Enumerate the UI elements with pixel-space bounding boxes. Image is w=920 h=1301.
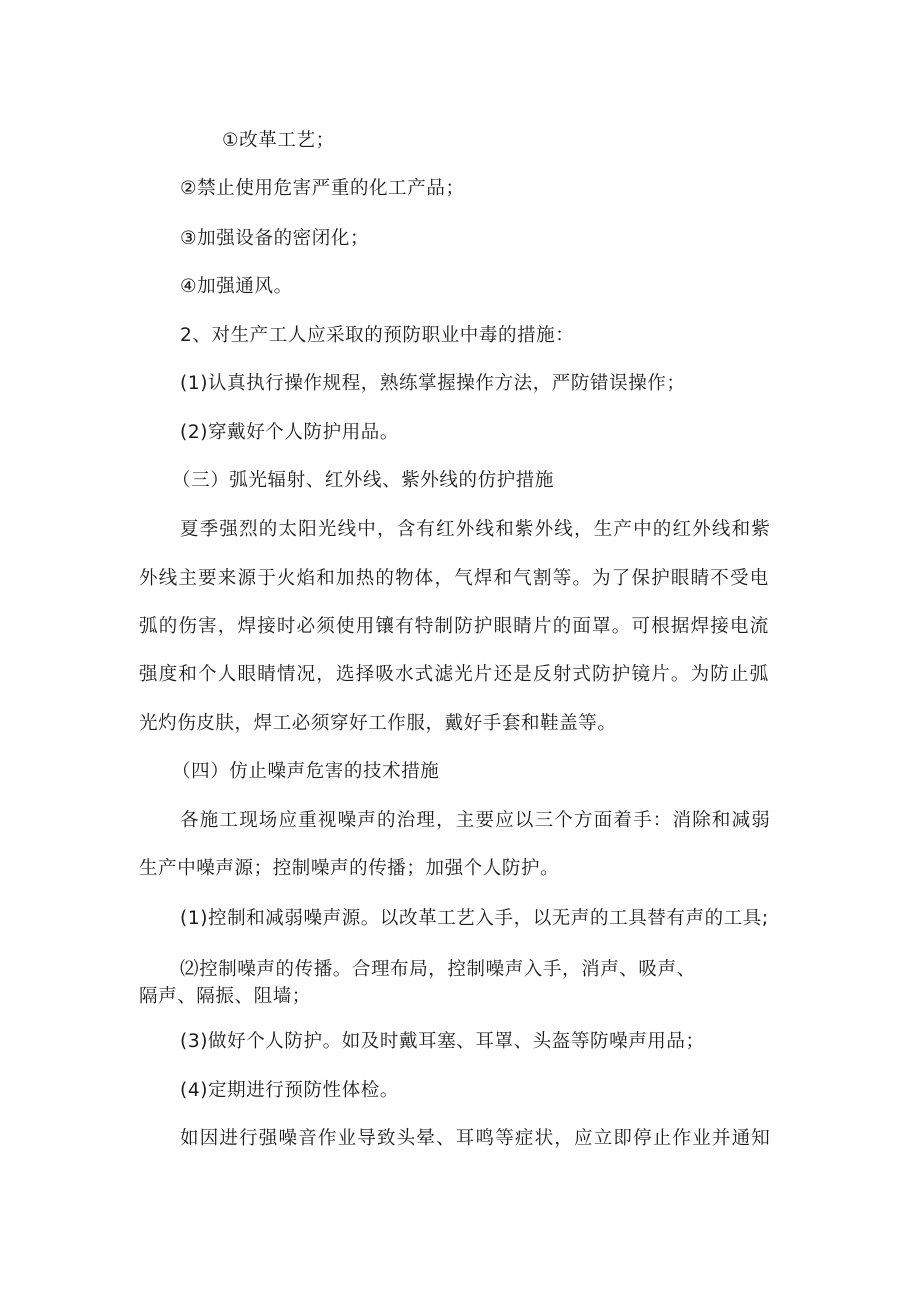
list-item-reduce-noise-source: (1)控制和减弱噪声源。以改革工艺入手，以无声的工具替有声的工具; [180, 908, 769, 929]
list-item-ban-chemicals: ②禁止使用危害严重的化工产品； [180, 178, 465, 199]
paragraph-line: 光灼伤皮肤，焊工必须穿好工作服，戴好手套和鞋盖等。 [139, 713, 617, 734]
paragraph-line: 各施工现场应重视噪声的治理，主要应以三个方面着手：消除和减弱 [180, 810, 772, 831]
list-item-seal-equipment: ③加强设备的密闭化； [180, 228, 370, 249]
list-item-control-transmission-cont: 隔声、隔振、阻墙； [139, 986, 311, 1007]
paragraph-line: 夏季强烈的太阳光线中，含有红外线和紫外线，生产中的红外线和紫 [180, 519, 772, 540]
list-item-protective-gear: (2)穿戴好个人防护用品。 [180, 422, 400, 443]
list-item-personal-protection: (3)做好个人防护。如及时戴耳塞、耳罩、头盔等防噪声用品； [180, 1031, 705, 1052]
section-heading-noise-control: （四）仿止噪声危害的技术措施 [172, 761, 440, 782]
section-heading-arc-radiation: （三）弧光辐射、红外线、紫外线的仿护措施 [172, 470, 555, 491]
list-item-reform-process: ①改革工艺； [222, 130, 335, 151]
paragraph-line: 强度和个人眼睛情况，选择吸水式滤光片还是反射式防护镜片。为防止弧 [139, 664, 770, 685]
paragraph-line: 弧的伤害，焊接时必须使用镶有特制防护眼睛片的面罩。可根据焊接电流 [139, 616, 770, 637]
paragraph-line: 如因进行强噪音作业导致头晕、耳鸣等症状，应立即停止作业并通知 [180, 1128, 772, 1149]
section-heading-worker-measures: 2、对生产工人应采取的预防职业中毒的措施： [180, 325, 575, 346]
list-item-health-check: (4)定期进行预防性体检。 [180, 1080, 400, 1101]
paragraph-line: 外线主要来源于火焰和加热的物体，气焊和气割等。为了保护眼睛不受电 [139, 568, 770, 589]
list-item-control-transmission: ⑵控制噪声的传播。合理布局，控制噪声入手，消声、吸声、 [180, 959, 696, 980]
paragraph-line: 生产中噪声源；控制噪声的传播；加强个人防护。 [139, 858, 560, 879]
list-item-ventilation: ④加强通风。 [180, 276, 293, 297]
list-item-follow-procedures: (1)认真执行操作规程，熟练掌握操作方法，严防错误操作； [180, 373, 686, 394]
